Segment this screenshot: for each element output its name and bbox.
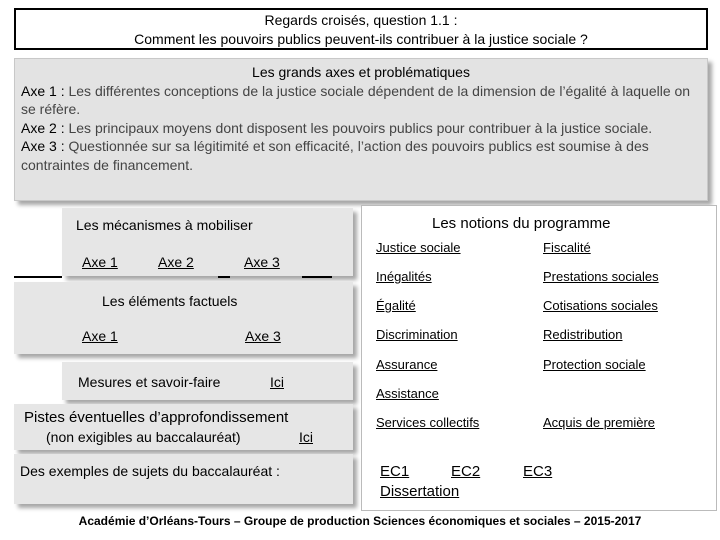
sujets-panel (14, 454, 353, 504)
axe-2-text (21, 119, 701, 138)
pistes-panel (14, 404, 353, 450)
notion-acquis-de-premiere[interactable]: Acquis de première (543, 415, 655, 430)
mecanismes-axe1-link[interactable]: Axe 1 (82, 254, 118, 270)
mecanismes-axe3-link[interactable]: Axe 3 (244, 254, 280, 270)
axe-3-label: Axe 3 : (21, 138, 65, 154)
underline-decoration (302, 276, 332, 278)
ec2-link[interactable]: EC2 (451, 463, 481, 480)
elements-axe3-link[interactable]: Axe 3 (245, 328, 281, 344)
notion-assistance[interactable]: Assistance (376, 386, 439, 401)
footer-credit: Académie d’Orléans-Tours – Groupe de production Sciences économiques et sociales – 2015-2017 (78, 514, 642, 528)
ec1-link[interactable]: EC1 (380, 463, 410, 480)
ec3-link[interactable]: EC3 (523, 463, 553, 480)
notion-inegalites[interactable]: Inégalités (376, 269, 432, 284)
pistes-line2: (non exigibles au baccalauréat) (46, 429, 241, 445)
notion-prestations-sociales[interactable]: Prestations sociales (543, 269, 659, 284)
axe-3-description: Questionnée sur sa légitimité et son efficacité, l’action des pouvoirs publics est soumise à des contraintes de financement. (21, 138, 649, 173)
notions-title: Les notions du programme (432, 215, 611, 232)
axe-2-label: Axe 2 : (21, 119, 65, 136)
elements-title: Les éléments factuels (102, 293, 238, 309)
axes-heading: Les grands axes et problématiques (252, 64, 470, 80)
mesures-panel (62, 362, 353, 400)
notion-justice-sociale[interactable]: Justice sociale (376, 240, 461, 255)
page-title-line1: Regards croisés, question 1.1 : (264, 12, 458, 28)
notion-fiscalite[interactable]: Fiscalité (543, 240, 591, 255)
axes-box (14, 58, 708, 201)
pistes-line1: Pistes éventuelles d’approfondissement (24, 409, 289, 426)
elements-axe1-link[interactable]: Axe 1 (82, 328, 118, 344)
notion-assurance[interactable]: Assurance (376, 357, 438, 372)
page-title-box (14, 8, 708, 50)
mecanismes-panel (62, 208, 353, 276)
notions-panel (361, 205, 717, 511)
notion-egalite[interactable]: Égalité (376, 298, 416, 313)
axe-2-description: Les principaux moyens dont disposent les pouvoirs publics pour contribuer à la justice sociale. (64, 119, 653, 136)
axe-1-text (21, 82, 701, 119)
mesures-label: Mesures et savoir-faire (78, 374, 221, 390)
mecanismes-axe2-link[interactable]: Axe 2 (158, 254, 194, 270)
notion-redistribution[interactable]: Redistribution (543, 327, 623, 342)
axe-1-description: Les différentes conceptions de la justice sociale dépendent de la dimension de l’égalité à laquelle on se réfère. (21, 82, 691, 117)
notion-discrimination[interactable]: Discrimination (376, 327, 458, 342)
axe-3-text (21, 137, 701, 174)
dissertation-link[interactable]: Dissertation (380, 483, 460, 500)
notion-cotisations-sociales[interactable]: Cotisations sociales (543, 298, 658, 313)
page-title-line2: Comment les pouvoirs publics peuvent-ils contribuer à la justice sociale ? (134, 31, 588, 47)
mesures-ici-link[interactable]: Ici (270, 374, 284, 390)
underline-decoration (14, 276, 62, 278)
pistes-ici-link[interactable]: Ici (299, 429, 313, 445)
sujets-label: Des exemples de sujets du baccalauréat : (20, 463, 280, 479)
notion-protection-sociale[interactable]: Protection sociale (543, 357, 646, 372)
elements-panel (14, 282, 353, 354)
mecanismes-title: Les mécanismes à mobiliser (76, 217, 253, 233)
axe-1-label: Axe 1 : (21, 82, 65, 99)
notion-services-collectifs[interactable]: Services collectifs (376, 415, 480, 430)
underline-decoration (218, 276, 230, 278)
